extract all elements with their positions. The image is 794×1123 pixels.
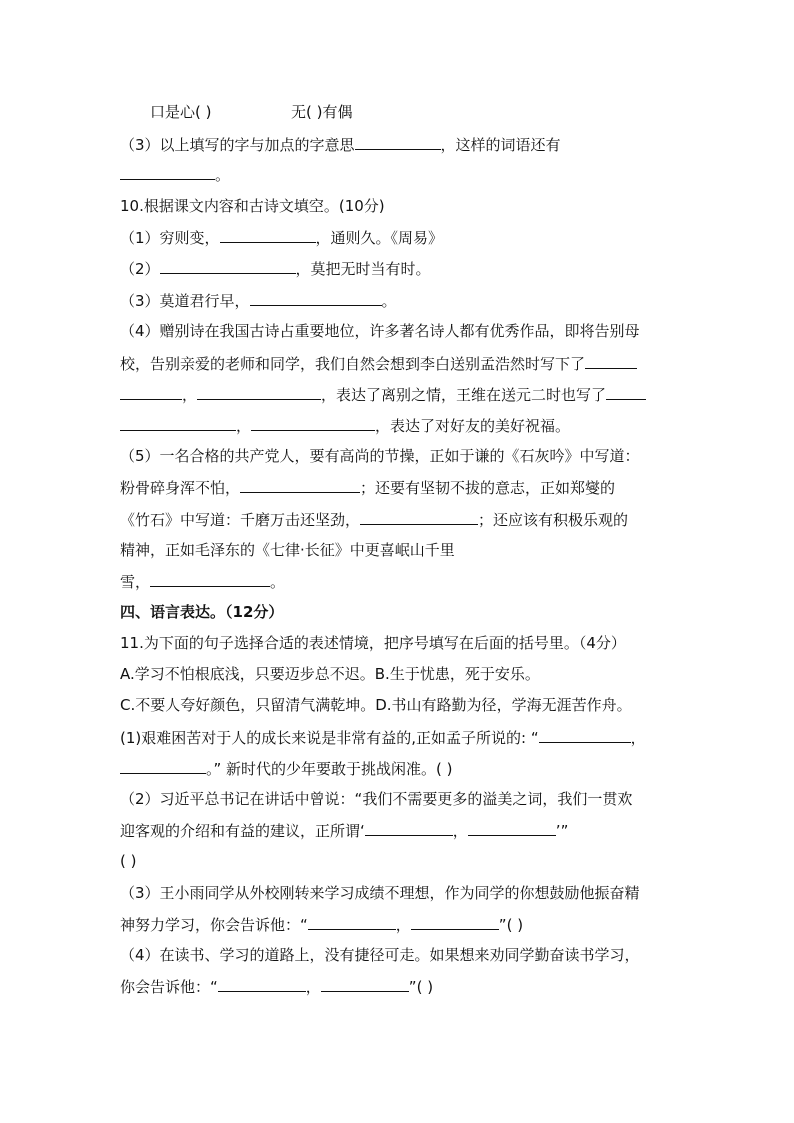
- answer-blank[interactable]: [160, 258, 296, 274]
- answer-blank[interactable]: [360, 509, 478, 525]
- answer-blank[interactable]: [321, 976, 409, 992]
- q10-s5-line3: [120, 509, 628, 530]
- q10-s5-line4: 精神，正如毛泽东的《七律·长征》中更喜岷山千里: [120, 541, 455, 559]
- answer-blank[interactable]: [355, 134, 441, 150]
- answer-blank[interactable]: [120, 758, 206, 774]
- q10-s2-b: ，莫把无时当有时。: [295, 260, 431, 278]
- answer-blank[interactable]: [250, 290, 382, 306]
- q11-options-line2: C.不要人夸好颜色，只留清气满乾坤。D.书山有路勤为径，学海无涯苦作舟。: [120, 696, 632, 714]
- q11-s4-line1: （4）在读书、学习的道路上，没有捷径可走。如果想来劝同学勤奋读书学习，: [120, 946, 640, 964]
- q11-s3-l2-b: ”( ): [498, 916, 524, 934]
- q10-s2: [120, 258, 431, 279]
- q11-s1-l1-b: ，: [630, 729, 646, 747]
- q10-s3-b: 。: [381, 292, 397, 310]
- q11-s2-line2: [120, 820, 568, 841]
- q10-s5-line5: [120, 571, 285, 592]
- q10-s5-line1: （5）一名合格的共产党人，要有高尚的节操，正如于谦的《石灰吟》中写道：: [120, 447, 640, 465]
- answer-blank[interactable]: [365, 820, 453, 836]
- answer-blank[interactable]: [411, 914, 499, 930]
- q9-item-b: 无( )有偶: [291, 103, 353, 121]
- q10-s5-l5-a: 雪，: [120, 573, 151, 591]
- q11-s3-line2: [120, 914, 523, 935]
- q10-s4-line2: [120, 353, 637, 374]
- q10-s4-l3-sep: ，: [182, 386, 198, 404]
- q10-s4-l4-sep: ，: [236, 417, 252, 435]
- q10-s1: [120, 227, 443, 248]
- answer-blank[interactable]: [120, 164, 215, 180]
- q11-s3-l2-a: 神努力学习，你会告诉他：“: [120, 916, 308, 934]
- q11-s2-l2-a: 迎客观的介绍和有益的建议，正所谓‘: [120, 822, 365, 840]
- q10-s5-l3-b: ；还应该有积极乐观的: [478, 511, 629, 529]
- q9-sub3-line2: [120, 164, 230, 185]
- q10-title: 10.根据课文内容和古诗文填空。(10分): [120, 197, 385, 215]
- q10-s4-l4-b: ，表达了对好友的美好祝福。: [375, 417, 571, 435]
- q11-s1-l2-b: 。” 新时代的少年要敢于挑战闲准。( ): [206, 760, 453, 778]
- q11-s1-line1: [120, 727, 646, 748]
- q10-s4-l3-b: ，表达了离别之情，王维在送元二时也写了: [321, 386, 607, 404]
- q11-s4-l2-sep: ，: [305, 978, 321, 996]
- q9-sub3-line: [120, 134, 561, 155]
- q11-s3-line1: （3）王小雨同学从外校刚转来学习成绩不理想，作为同学的你想鼓励他振奋精: [120, 884, 640, 902]
- q11-s4-l2-a: 你会告诉他：“: [120, 978, 218, 996]
- answer-blank[interactable]: [585, 353, 637, 369]
- q10-s4-line4: [120, 415, 570, 436]
- q10-s5-l3-a: 《竹石》中写道：千磨万击还坚劲，: [120, 511, 361, 529]
- answer-blank[interactable]: [539, 727, 631, 743]
- q10-s4-line3: [120, 384, 646, 405]
- q10-s3: [120, 290, 397, 311]
- answer-blank[interactable]: [150, 571, 270, 587]
- q10-s4-line1: （4）赠别诗在我国古诗占重要地位，许多著名诗人都有优秀作品，即将告别母: [120, 322, 640, 340]
- q11-s2-l2-sep: ，: [452, 822, 468, 840]
- answer-blank[interactable]: [197, 384, 321, 400]
- answer-blank[interactable]: [240, 477, 360, 493]
- q9-sub3-end: 。: [215, 166, 231, 184]
- q11-s2-line1: （2）习近平总书记在讲话中曾说：“我们不需要更多的溢美之词，我们一贯欢: [120, 790, 633, 808]
- answer-blank[interactable]: [251, 415, 375, 431]
- q10-s5-l2-b: ；还要有坚韧不拔的意志，正如郑燮的: [360, 479, 616, 497]
- q11-s4-l2-b: ”( ): [408, 978, 434, 996]
- q10-s1-a: （1）穷则变，: [120, 229, 220, 247]
- q10-s5-line2: [120, 477, 615, 498]
- q10-s5-l2-a: 粉骨碎身浑不怕，: [120, 479, 241, 497]
- q9-item-a: 口是心( ): [150, 103, 212, 121]
- q10-s4-l2: 校，告别亲爱的老师和同学，我们自然会想到李白送别孟浩然时写下了: [120, 355, 586, 373]
- q11-options-line1: A.学习不怕根底浅，只要迈步总不迟。B.生于忧患，死于安乐。: [120, 665, 540, 683]
- q10-s5-l5-b: 。: [270, 573, 286, 591]
- answer-blank[interactable]: [468, 820, 556, 836]
- answer-blank[interactable]: [220, 227, 316, 243]
- q11-s4-line2: [120, 976, 433, 997]
- q9-sub3-text-a: （3）以上填写的字与加点的字意思: [120, 136, 355, 154]
- q11-s1-line2: [120, 758, 453, 779]
- section4-title: 四、语言表达。（12分）: [120, 603, 284, 621]
- answer-blank[interactable]: [308, 914, 396, 930]
- q10-s3-a: （3）莫道君行早，: [120, 292, 250, 310]
- q10-s2-a: （2）: [120, 260, 160, 278]
- q11-s2-l2-b: ’”: [555, 822, 569, 840]
- q10-s1-b: ，通则久。《周易》: [315, 229, 444, 247]
- q11-title: 11.为下面的句子选择合适的表述情境，把序号填写在后面的括号里。（4分）: [120, 634, 626, 652]
- q11-s3-l2-sep: ，: [395, 916, 411, 934]
- answer-blank[interactable]: [218, 976, 306, 992]
- q11-s2-line3: ( ): [120, 852, 137, 870]
- q9-sub3-text-b: ，这样的词语还有: [440, 136, 561, 154]
- q11-s1-l1-a: (1)艰难困苦对于人的成长来说是非常有益的,正如孟子所说的: “: [120, 729, 539, 747]
- answer-blank[interactable]: [120, 384, 182, 400]
- answer-blank[interactable]: [606, 384, 646, 400]
- answer-blank[interactable]: [120, 415, 236, 431]
- q9-item-line: [150, 102, 353, 122]
